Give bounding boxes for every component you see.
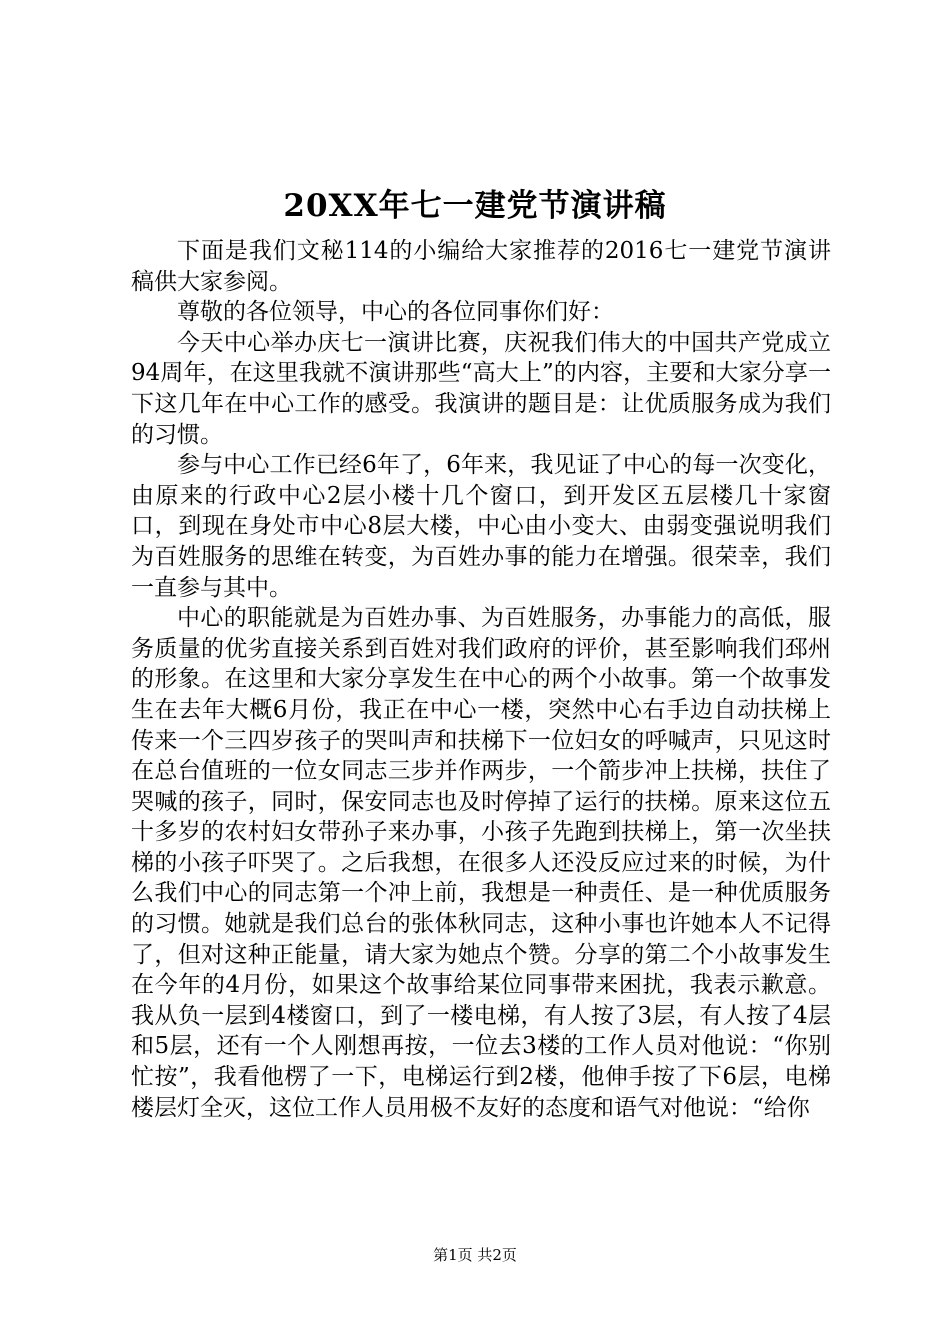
- paragraph-opening: 今天中心举办庆七一演讲比赛，庆祝我们伟大的中国共产党成立94周年，在这里我就不演讲那些“高大上”的内容，主要和大家分享一下这几年在中心工作的感受。我演讲的题目是：让优质服务成为我们的习惯。: [131, 329, 831, 448]
- document-body: [131, 236, 831, 1123]
- page-footer: 第1页 共2页: [433, 1246, 517, 1264]
- paragraph-stories: 中心的职能就是为百姓办事、为百姓服务，办事能力的高低，服务质量的优劣直接关系到百姓对我们政府的评价，甚至影响我们邳州的形象。在这里和大家分享发生在中心的两个小故事。第一个故事发生在去年大概6月份，我正在中心一楼，突然中心右手边自动扶梯上传来一个三四岁孩子的哭叫声和扶梯下一位妇女的呼喊声，只见这时在总台值班的一位女同志三步并作两步，一个箭步冲上扶梯，扶住了哭喊的孩子，同时，保安同志也及时停掉了运行的扶梯。原来这位五十多岁的农村妇女带孙子来办事，小孩子先跑到扶梯上，第一次坐扶梯的小孩子吓哭了。之后我想，在很多人还没反应过来的时候，为什么我们中心的同志第一个冲上前，我想是一种责任、是一种优质服务的习惯。她就是我们总台的张体秋同志，这种小事也许她本人不记得了，但对这种正能量，请大家为她点个赞。分享的第二个小故事发生在今年的4月份，如果这个故事给某位同事带来困扰，我表示歉意。我从负一层到4楼窗口，到了一楼电梯，有人按了3层，有人按了4层和5层，还有一个人刚想再按，一位去3楼的工作人员对他说：“你别忙按”，我看他楞了一下，电梯运行到2楼，他伸手按了下6层，电梯楼层灯全灭，这位工作人员用极不友好的态度和语气对他说：“给你: [131, 605, 831, 1121]
- paragraph-greeting: 尊敬的各位领导，中心的各位同事你们好：: [177, 299, 614, 326]
- paragraph-intro: 下面是我们文秘114的小编给大家推荐的2016七一建党节演讲稿供大家参阅。: [131, 238, 831, 295]
- paragraph-experience: 参与中心工作已经6年了，6年来，我见证了中心的每一次变化，由原来的行政中心2层小楼十几个窗口，到开发区五层楼几十家窗口，到现在身处市中心8层大楼，中心由小变大、由弱变强说明我们为百姓服务的思维在转变，为百姓办事的能力在增强。很荣幸，我们一直参与其中。: [131, 452, 831, 601]
- document-title: 20XX年七一建党节演讲稿: [283, 188, 667, 224]
